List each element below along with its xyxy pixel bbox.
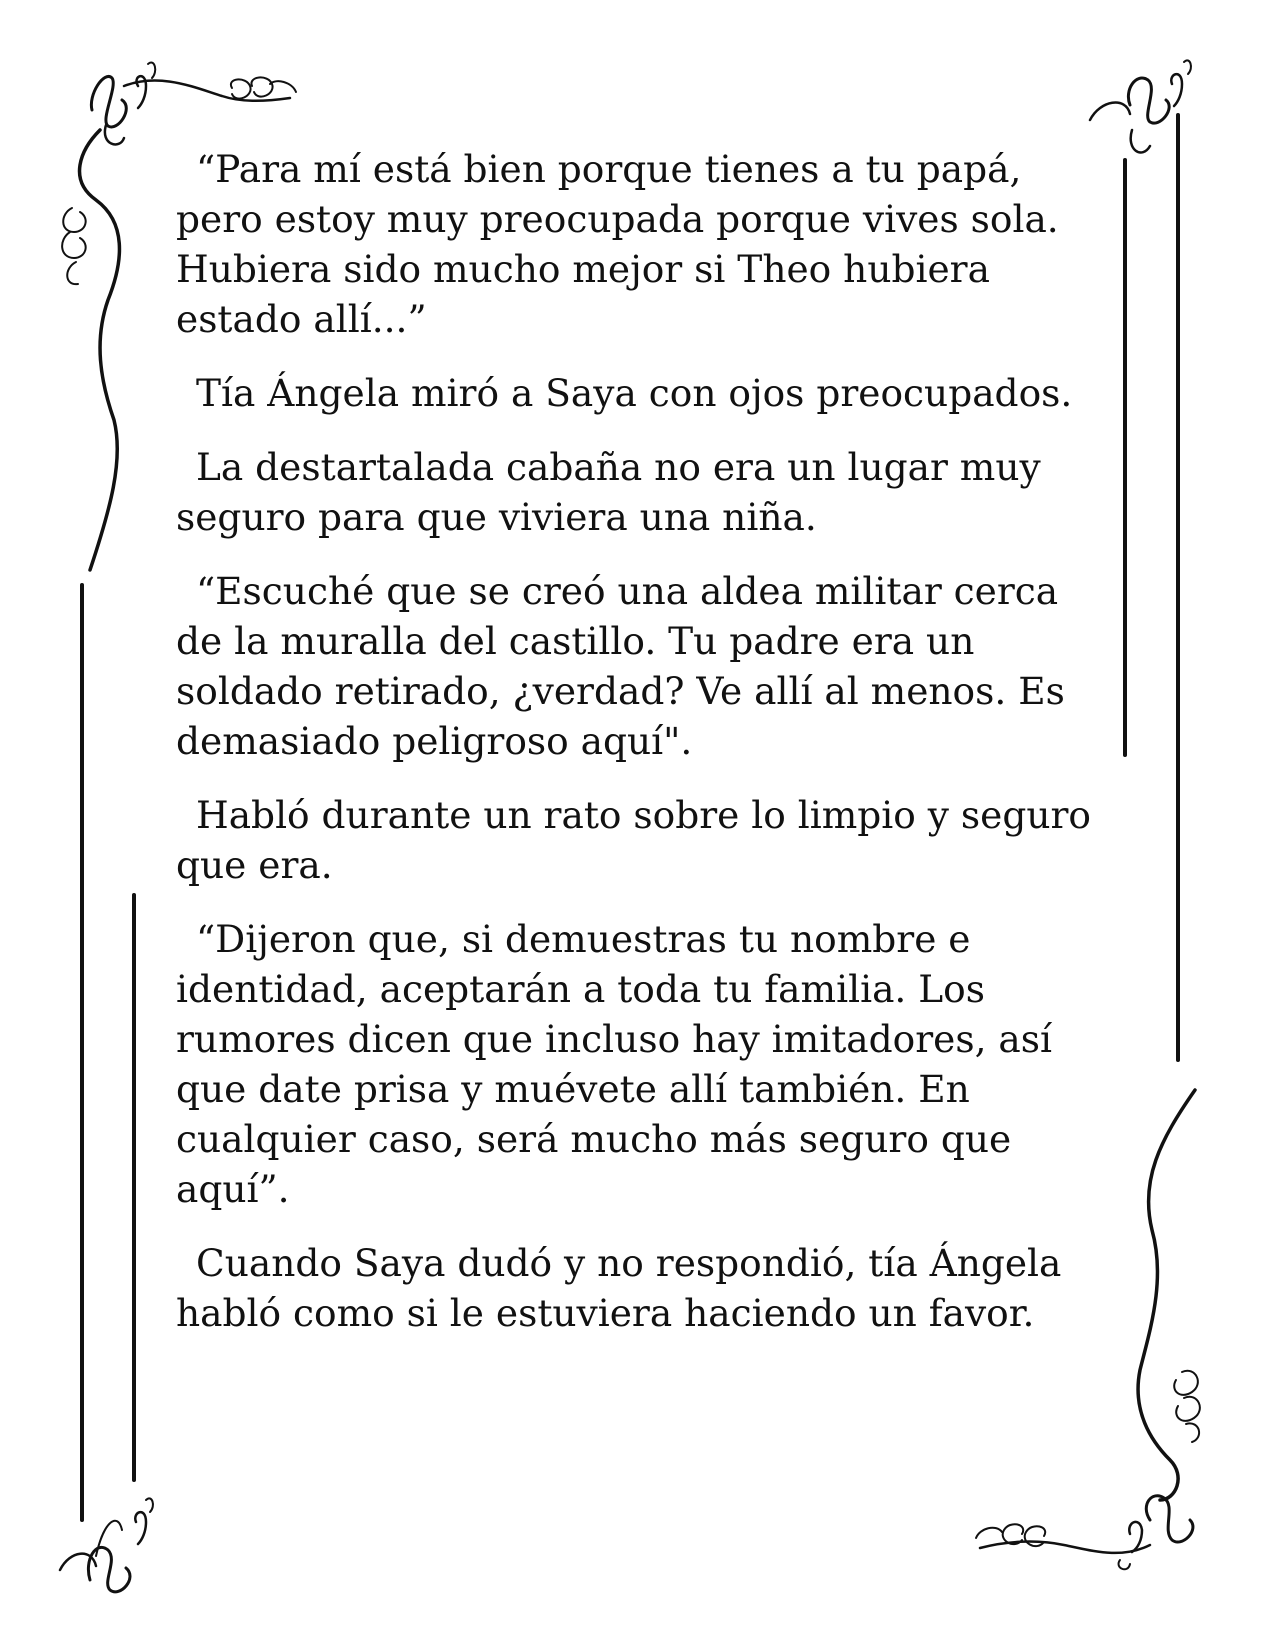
paragraph-7: Cuando Saya dudó y no respondió, tía Ángela habló como si le estuviera haciendo un favor. (176, 1241, 1062, 1335)
paragraph-4: “Escuché que se creó una aldea militar cerca de la muralla del castillo. Tu padre era un soldado retirado, ¿verdad? Ve allí al menos. Es demasiado peligroso aquí". (176, 569, 1065, 763)
paragraph-5: Habló durante un rato sobre lo limpio y seguro que era. (176, 793, 1092, 887)
top-right-flourish (1090, 60, 1191, 152)
body-text (176, 144, 1116, 1362)
paragraph-2: Tía Ángela miró a Saya con ojos preocupados. (196, 371, 1073, 415)
paragraph-6: “Dijeron que, si demuestras tu nombre e identidad, aceptarán a toda tu familia. Los rumores dicen que incluso hay imitadores, así que date prisa y muévete allí también. En cualquier caso, será mucho más seguro que aquí”. (176, 917, 1053, 1211)
paragraph-3: La destartalada cabaña no era un lugar muy seguro para que viviera una niña. (176, 445, 1041, 539)
bottom-left-flourish (60, 1498, 153, 1591)
paragraph-1: “Para mí está bien porque tienes a tu papá, pero estoy muy preocupada porque vives sola. Hubiera sido mucho mejor si Theo hubiera estado allí...” (176, 147, 1059, 341)
